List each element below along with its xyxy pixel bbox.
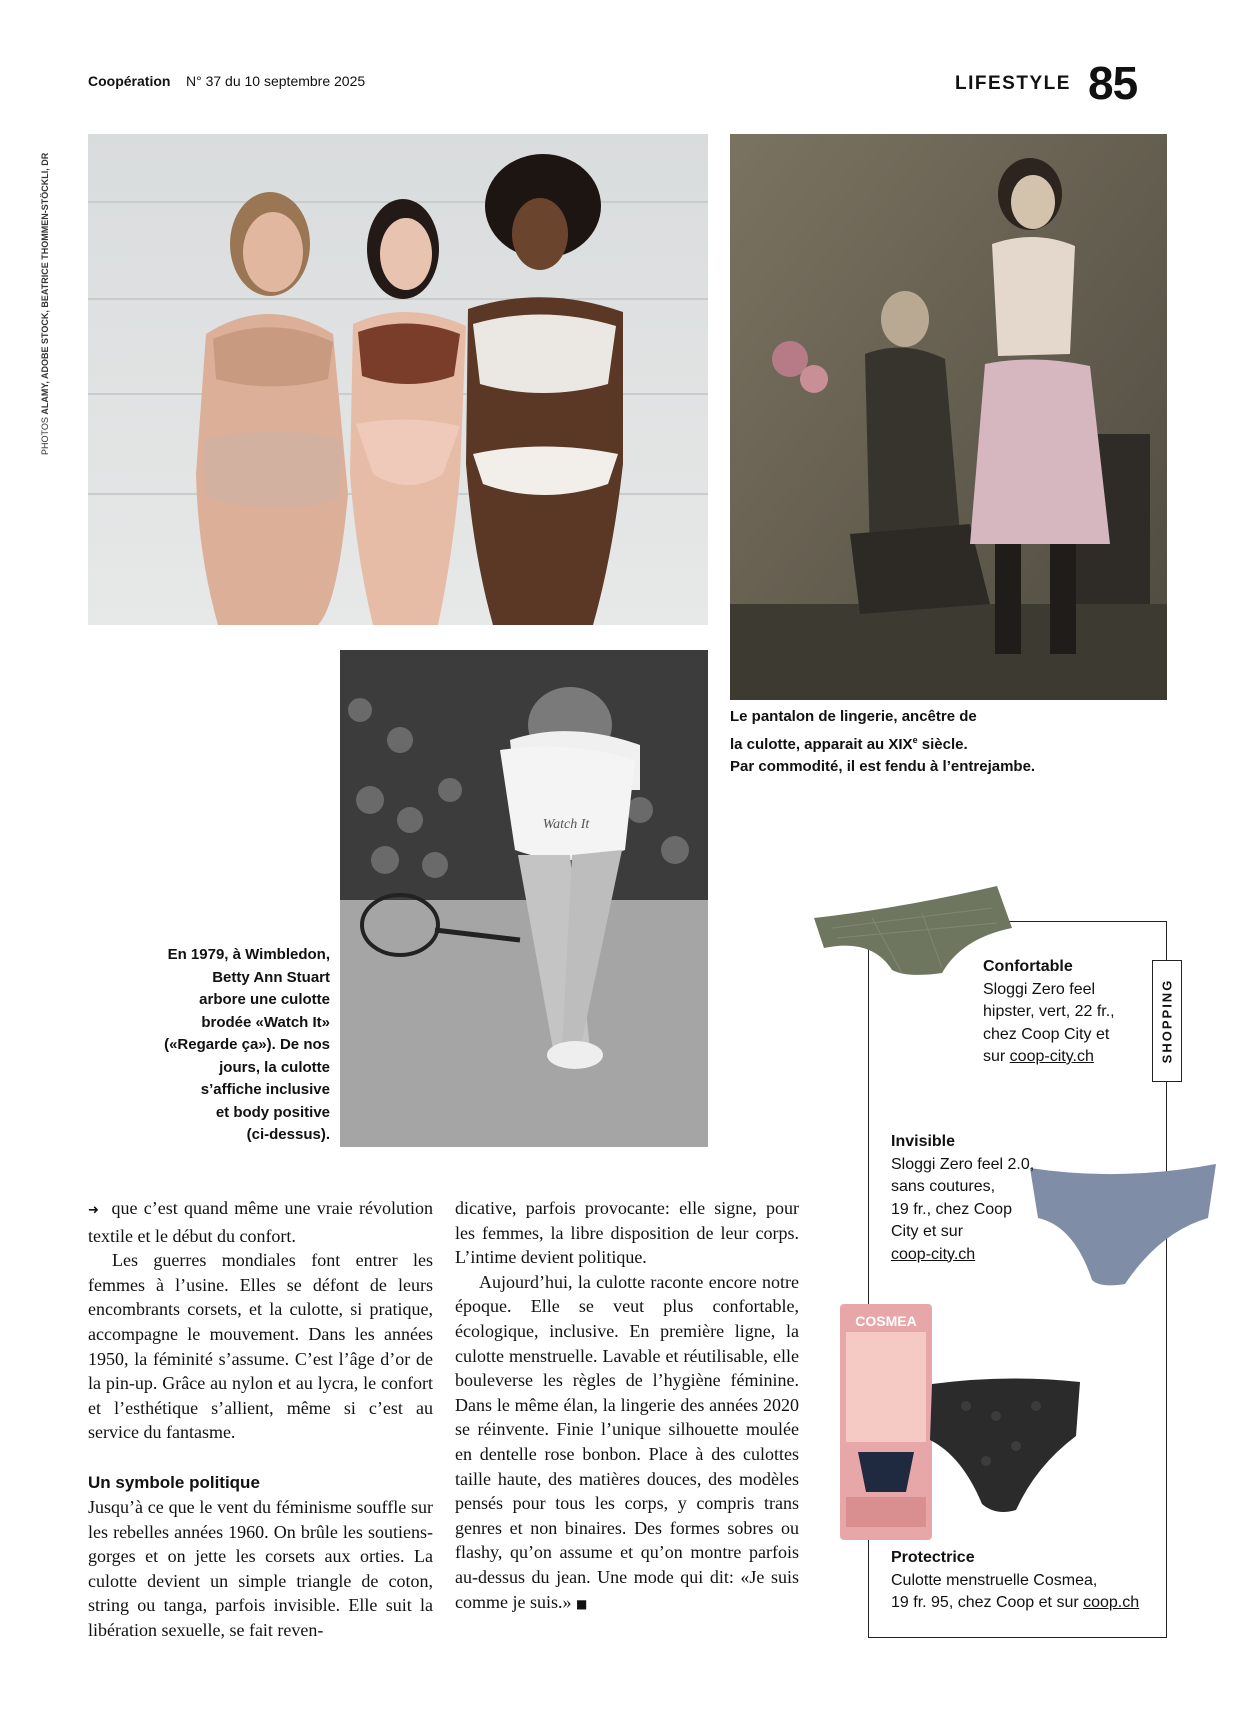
caption-vintage-line-2: la culotte, apparait au XIXe siècle.: [730, 734, 968, 753]
page-number: 85: [1088, 57, 1138, 109]
caption-vintage-line-3: Par commodité, il est fendu à l’entrejambe.: [730, 758, 1036, 775]
shorts-embroidery-text: Watch It: [542, 817, 590, 832]
continuation-arrow-icon: ➜: [88, 1203, 99, 1218]
product-invisible: Invisible Sloggi Zero feel 2.0, sans coutures, 19 fr., chez Coop City et sur coop-city.ch: [891, 1131, 1061, 1266]
product-image-black-menstrual: [926, 1376, 1086, 1516]
product-image-green-hipster: [812, 878, 1012, 978]
issue-date: N° 37 du 10 septembre 2025: [186, 73, 366, 89]
photo-wimbledon: [340, 650, 708, 1147]
shopping-tab: SHOPPING: [1152, 960, 1182, 1082]
photo-credit: [40, 135, 54, 455]
product-title: Invisible: [891, 1133, 956, 1150]
caption-wimbledon-line-7: s’affiche inclusive: [200, 1081, 330, 1098]
cosmea-brand-text: COSMEA: [855, 1313, 917, 1329]
article-paragraph: Aujourd’hui, la culotte raconte encore notre époque. Elle se veut plus confortable, écologique, inclusive. En première ligne, la culotte menstruelle. Lavable et réutilisable, elle bouleverse les règles de l’hygiène féminine. Dans le même élan, la lingerie des années 2020 se réinvente. Finie l’unique silhouette moulée en dentelle rose bonbon. Place à des culottes taille haute, des matières douces, des modèles pensés pour tous les corps, y compris trans genres et non binaires. Des formes sobres ou flashy, qu’on assume et qu’on montre parfois au-dessus du jean. Une mode qui dit: «Je suis comme je suis.» ■: [455, 1271, 799, 1612]
photo-credit-names: ALAMY, ADOBE STOCK, BEATRICE THOMMEN-STÖCKLI, DR: [40, 152, 50, 415]
photo-credit-label: PHOTOS: [40, 417, 50, 455]
product-link[interactable]: coop-city.ch: [891, 1245, 976, 1263]
caption-wimbledon-line-2: Betty Ann Stuart: [212, 968, 330, 986]
article-subhead: Un symbole politique: [88, 1472, 260, 1492]
article-column-1: [88, 1196, 433, 1643]
publication-name: Coopération: [88, 73, 171, 89]
caption-vintage-line-1: Le pantalon de lingerie, ancêtre de: [730, 708, 977, 725]
article-paragraph: dicative, parfois provocante: elle signe, pour les femmes, la libre disposition de leur corps. L’intime devient politique.: [455, 1198, 799, 1268]
article-paragraph: Les guerres mondiales font entrer les femmes à l’usine. Elles se défont de leurs encombrants corsets, et la culotte, si pratique, accompagne le mouvement. Dans les années 1950, la féminité s’assume. C’est l’âge d’or de la pin-up. Grâce au nylon et au lycra, le confort et l’esthétique s’allient, même si c’est au service du fantasme.: [88, 1250, 433, 1443]
photo-vintage-lingerie: [730, 134, 1167, 700]
end-mark-icon: ■: [575, 1596, 588, 1611]
product-title: Protectrice: [891, 1549, 975, 1566]
article-column-2: [455, 1196, 799, 1616]
caption-vintage: [730, 706, 1100, 779]
product-protectrice: Protectrice Culotte menstruelle Cosmea, 19 fr. 95, chez Coop et sur coop.ch: [891, 1547, 1151, 1615]
product-title: Confortable: [983, 958, 1073, 975]
caption-wimbledon-line-1: En 1979, à Wimbledon,: [167, 946, 330, 963]
article-paragraph: ➜ que c’est quand même une vraie révolution textile et le début du confort.: [88, 1198, 434, 1246]
product-image-cosmea-box: [836, 1302, 936, 1542]
caption-wimbledon-line-4: brodée «Watch It»: [201, 1013, 330, 1031]
caption-wimbledon-line-3: arbore une culotte: [199, 991, 330, 1008]
product-link[interactable]: coop-city.ch: [1009, 1048, 1094, 1065]
caption-wimbledon-line-9: (ci-dessus).: [246, 1126, 330, 1143]
product-link[interactable]: coop.ch: [1083, 1594, 1140, 1611]
photo-three-women: [88, 134, 708, 625]
caption-wimbledon-line-5: («Regarde ça»). De nos: [164, 1036, 330, 1053]
caption-wimbledon-line-8: et body positive: [215, 1103, 330, 1121]
caption-wimbledon: [140, 944, 330, 1147]
article-paragraph: Jusqu’à ce que le vent du féminisme souffle sur les rebelles années 1960. On brûle les soutiens-gorges et on jette les corsets aux orties. La culotte devient un simple triangle de coton, string ou tanga, parfois invisible. Elle suit la libération sexuelle, se fait reven-: [88, 1496, 433, 1640]
product-confortable: Confortable Sloggi Zero feel hipster, vert, 22 fr., chez Coop City et sur coop-city.ch: [983, 956, 1153, 1069]
caption-wimbledon-line-6: jours, la culotte: [219, 1058, 330, 1076]
section-title: LIFESTYLE: [955, 73, 1071, 94]
